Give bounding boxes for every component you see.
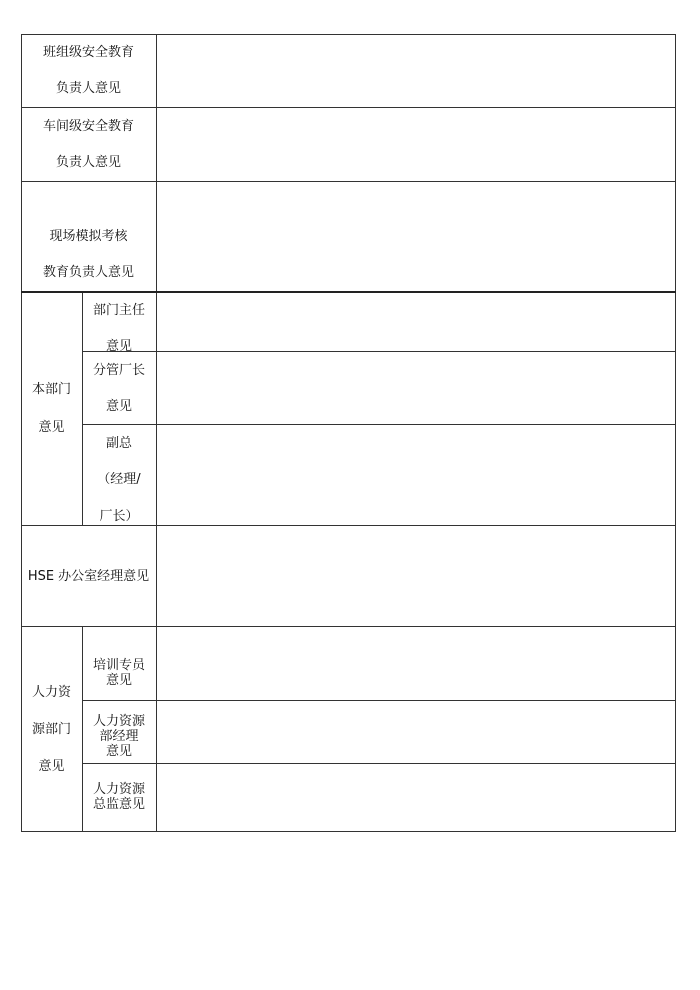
label-dept-line1: 本部门 <box>31 382 71 397</box>
opinion-field-hr-manager[interactable] <box>157 701 675 763</box>
label-hr-manager-line2: 部经理 <box>99 729 139 744</box>
label-training-line2: 意见 <box>105 673 132 688</box>
label-workshop-safety-line1: 车间级安全教育 <box>42 119 134 134</box>
opinion-field-training[interactable] <box>157 627 675 700</box>
label-dept-director-line2: 意见 <box>105 339 132 354</box>
label-vice-general-line3: 厂长） <box>99 509 139 524</box>
opinion-field-workshop-safety[interactable] <box>157 108 675 181</box>
label-vice-general-line1: 副总 <box>105 436 132 451</box>
row-line-bottom <box>21 831 676 832</box>
label-team-safety-line2: 负责人意见 <box>55 81 121 96</box>
label-hr-line3: 意见 <box>38 759 65 774</box>
opinion-field-onsite-sim[interactable] <box>157 182 675 291</box>
label-dept-line2: 意见 <box>38 420 65 435</box>
label-workshop-safety-line2: 负责人意见 <box>55 155 121 170</box>
opinion-field-team-safety[interactable] <box>157 35 675 107</box>
opinion-field-hr-director[interactable] <box>157 764 675 831</box>
opinion-field-vice-general[interactable] <box>157 425 675 525</box>
opinion-field-deputy-plant[interactable] <box>157 352 675 424</box>
label-onsite-sim-line1: 现场模拟考核 <box>49 229 128 244</box>
label-hr-line1: 人力资 <box>31 685 71 700</box>
label-deputy-plant-line1: 分管厂长 <box>92 363 145 378</box>
label-vice-general-line2: （经理/ <box>97 472 141 487</box>
opinion-field-hse[interactable] <box>157 526 675 626</box>
label-hr-director-line2: 总监意见 <box>92 797 145 812</box>
label-hr-manager-line3: 意见 <box>105 744 132 759</box>
opinion-field-dept-director[interactable] <box>157 293 675 351</box>
label-training-line1: 培训专员 <box>92 658 145 673</box>
label-hse: HSE 办公室经理意见 <box>27 569 150 584</box>
label-onsite-sim-line2: 教育负责人意见 <box>42 265 134 280</box>
table-border-right <box>675 34 676 832</box>
label-deputy-plant-line2: 意见 <box>105 399 132 414</box>
label-hr-director-line1: 人力资源 <box>92 782 145 797</box>
label-hr-manager-line1: 人力资源 <box>92 714 145 729</box>
label-dept-director-line1: 部门主任 <box>92 303 145 318</box>
label-team-safety-line1: 班组级安全教育 <box>42 45 134 60</box>
label-hr-line2: 源部门 <box>31 722 71 737</box>
